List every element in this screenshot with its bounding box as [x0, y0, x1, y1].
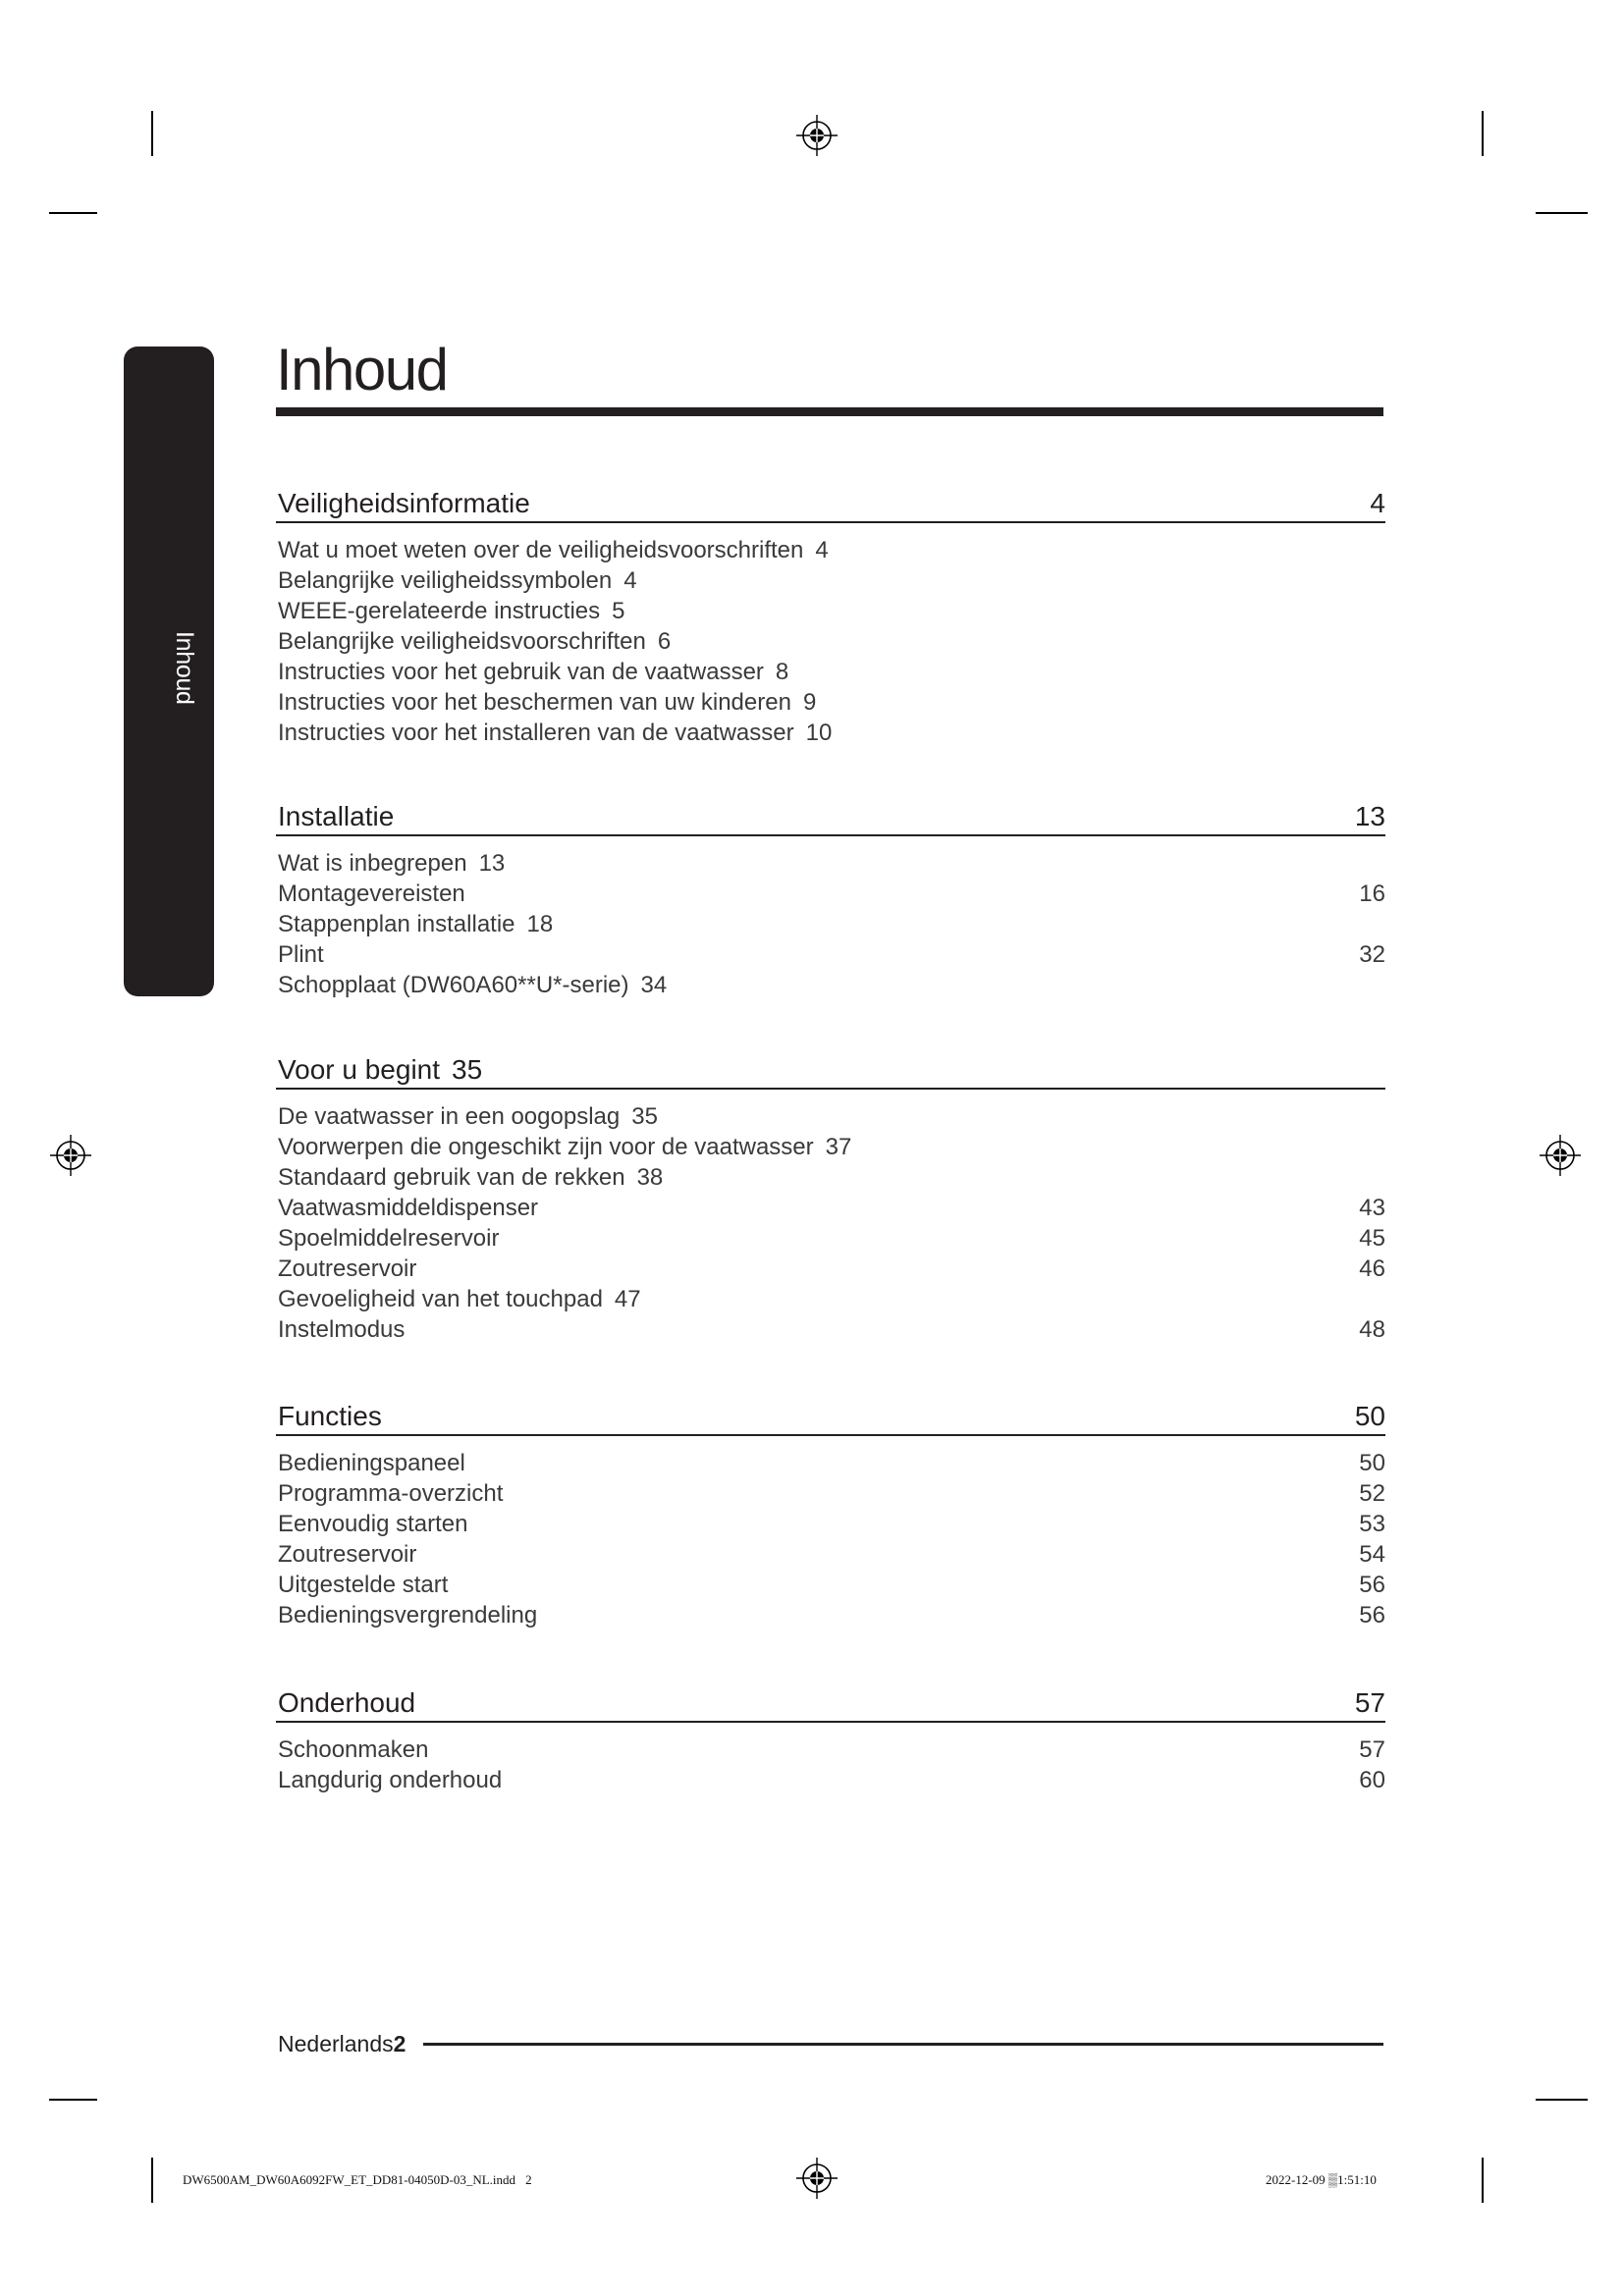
- toc-entry-label: Instelmodus: [278, 1316, 406, 1343]
- toc-entry-label: Zoutreservoir: [278, 1541, 417, 1568]
- toc-entry-page: 48: [1359, 1316, 1385, 1343]
- toc-entry: [276, 1132, 1385, 1162]
- toc-entry: [276, 1600, 1385, 1630]
- toc-entry: [276, 596, 1385, 626]
- toc-section-heading: [276, 1052, 1385, 1090]
- toc-entry-label: Belangrijke veiligheidsvoorschriften: [278, 628, 646, 655]
- toc-section-title: Installatie: [278, 801, 395, 831]
- toc-entry: [276, 1509, 1385, 1539]
- toc-entry: [276, 535, 1385, 565]
- crop-mark-bottom-left: [151, 2158, 153, 2203]
- toc-section-title: Voor u begint: [278, 1054, 441, 1085]
- toc-section-page: 13: [1354, 801, 1385, 831]
- page-title: Inhoud: [276, 337, 448, 402]
- toc-entry: [276, 1193, 1385, 1223]
- toc-entry-page: 38: [636, 1164, 664, 1191]
- toc-entry: [276, 1284, 1385, 1314]
- toc-entry-page: 37: [825, 1134, 852, 1160]
- crop-mark-bottom-right: [1482, 2158, 1484, 2203]
- toc-entry-page: 9: [802, 689, 817, 716]
- title-rule: [276, 407, 1383, 416]
- crop-mark-top-left: [151, 111, 153, 156]
- toc-entry-page: 46: [1359, 1255, 1385, 1282]
- toc-entry: [276, 1101, 1385, 1132]
- toc-entry-label: Wat u moet weten over de veiligheidsvoorschriften: [278, 537, 804, 563]
- toc-section-title: Functies: [278, 1401, 382, 1431]
- toc-entry-page: 6: [657, 628, 672, 655]
- toc-section-heading: [276, 799, 1385, 836]
- toc-entry: [276, 1478, 1385, 1509]
- toc-entry: [276, 687, 1385, 718]
- slug-page: 2: [525, 2172, 532, 2187]
- page-footer: [278, 2029, 1383, 2058]
- crop-mark-top-right-horizontal: [1536, 212, 1588, 214]
- toc-entry-page: 10: [805, 720, 833, 746]
- toc-entry: [276, 626, 1385, 657]
- toc-entry-page: 56: [1359, 1602, 1385, 1629]
- footer-page-number: 2: [393, 2031, 406, 2056]
- toc-entry-page: 16: [1359, 881, 1385, 907]
- toc-entry-label: Standaard gebruik van de rekken: [278, 1164, 625, 1191]
- registration-mark-icon: [795, 2157, 839, 2200]
- toc-entry-page: 5: [612, 598, 625, 624]
- toc-section-title: Onderhoud: [278, 1687, 416, 1718]
- toc-entry-page: 43: [1359, 1195, 1385, 1221]
- toc-entry-label: Bedieningspaneel: [278, 1450, 465, 1476]
- toc-entry-label: Programma-overzicht: [278, 1480, 504, 1507]
- toc-entry-label: De vaatwasser in een oogopslag: [278, 1103, 621, 1130]
- footer-language: Nederlands: [278, 2031, 394, 2056]
- toc-entry-label: Plint: [278, 941, 324, 968]
- toc-entry-page: 4: [623, 567, 637, 594]
- toc-section: [276, 799, 1385, 1000]
- toc-section-page: 4: [1370, 488, 1385, 518]
- toc-entry: [276, 565, 1385, 596]
- toc-entry-label: Instructies voor het gebruik van de vaatwasser: [278, 659, 764, 685]
- toc-entry: [276, 1539, 1385, 1570]
- slug-filename: DW6500AM_DW60A6092FW_ET_DD81-04050D-03_NL.indd: [183, 2172, 516, 2187]
- toc-entry-page: 35: [631, 1103, 658, 1130]
- toc-entry-page: 60: [1359, 1767, 1385, 1793]
- toc-section: [276, 1685, 1385, 1795]
- toc-entry: [276, 1448, 1385, 1478]
- toc-entry-label: Voorwerpen die ongeschikt zijn voor de vaatwasser: [278, 1134, 814, 1160]
- toc-entry-label: Eenvoudig starten: [278, 1511, 468, 1537]
- toc-entry-label: Gevoeligheid van het touchpad: [278, 1286, 603, 1312]
- toc-entry-list: [276, 1448, 1385, 1630]
- toc-section-page: 35: [452, 1054, 483, 1085]
- toc-section-title: Veiligheidsinformatie: [278, 488, 530, 518]
- toc-section-page: 57: [1354, 1687, 1385, 1718]
- footer-rule: [423, 2043, 1383, 2046]
- crop-mark-bottom-left-horizontal: [49, 2099, 97, 2101]
- toc-entry: [276, 848, 1385, 879]
- toc-section: [276, 1399, 1385, 1630]
- toc-entry-page: 52: [1359, 1480, 1385, 1507]
- toc-entry-page: 54: [1359, 1541, 1385, 1568]
- crop-mark-top-right: [1482, 111, 1484, 156]
- registration-mark-icon: [795, 114, 839, 157]
- toc-entry: [276, 1223, 1385, 1254]
- toc-entry-label: Belangrijke veiligheidssymbolen: [278, 567, 613, 594]
- toc-entry-page: 8: [775, 659, 789, 685]
- toc-entry-page: 34: [640, 972, 668, 998]
- side-tab-label: Inhoud: [171, 631, 198, 705]
- toc-entry-page: 56: [1359, 1572, 1385, 1598]
- toc-entry-label: Stappenplan installatie: [278, 911, 515, 937]
- toc-section-page: 50: [1354, 1401, 1385, 1431]
- toc-entry-label: Schopplaat (DW60A60**U*-serie): [278, 972, 629, 998]
- toc-entry-label: Montagevereisten: [278, 881, 465, 907]
- toc-entry-page: 18: [526, 911, 554, 937]
- toc-entry-label: Uitgestelde start: [278, 1572, 449, 1598]
- toc-entry: [276, 1570, 1385, 1600]
- toc-entry-label: WEEE-gerelateerde instructies: [278, 598, 601, 624]
- toc-entry: [276, 970, 1385, 1000]
- toc-entry-label: Instructies voor het beschermen van uw kinderen: [278, 689, 791, 716]
- toc-entry: [276, 657, 1385, 687]
- toc-entry-label: Spoelmiddelreservoir: [278, 1225, 500, 1252]
- toc-entry-label: Langdurig onderhoud: [278, 1767, 503, 1793]
- toc-entry-label: Instructies voor het installeren van de vaatwasser: [278, 720, 794, 746]
- toc-entry-label: Schoonmaken: [278, 1736, 429, 1763]
- toc-section: [276, 486, 1385, 748]
- toc-entry-label: Wat is inbegrepen: [278, 850, 467, 877]
- side-tab: [124, 347, 214, 996]
- toc-entry-page: 13: [478, 850, 506, 877]
- toc-entry-list: [276, 848, 1385, 1000]
- toc-entry: [276, 1162, 1385, 1193]
- registration-mark-icon: [49, 1134, 92, 1177]
- registration-mark-icon: [1539, 1134, 1582, 1177]
- toc-entry: [276, 1254, 1385, 1284]
- toc-entry: [276, 718, 1385, 748]
- slug-timestamp: 2022-12-09 ▒1:51:10: [1266, 2172, 1377, 2187]
- print-slug-timestamp: [1266, 2172, 1377, 2188]
- toc-entry-page: 50: [1359, 1450, 1385, 1476]
- toc-entry-label: Zoutreservoir: [278, 1255, 417, 1282]
- toc-section-heading: [276, 486, 1385, 523]
- toc-entry: [276, 1735, 1385, 1765]
- toc-entry-page: 4: [815, 537, 829, 563]
- toc-entry-page: 45: [1359, 1225, 1385, 1252]
- toc-entry: [276, 939, 1385, 970]
- crop-mark-bottom-right-horizontal: [1536, 2099, 1588, 2101]
- toc-section-heading: [276, 1685, 1385, 1723]
- toc-entry-page: 53: [1359, 1511, 1385, 1537]
- toc-entry-label: Vaatwasmiddeldispenser: [278, 1195, 539, 1221]
- crop-mark-top-left-horizontal: [49, 212, 97, 214]
- toc-entry: [276, 1314, 1385, 1345]
- toc-entry: [276, 1765, 1385, 1795]
- toc-entry-page: 47: [614, 1286, 641, 1312]
- toc-entry-label: Bedieningsvergrendeling: [278, 1602, 538, 1629]
- toc-entry-page: 32: [1359, 941, 1385, 968]
- toc-entry: [276, 909, 1385, 939]
- toc-entry: [276, 879, 1385, 909]
- toc-entry-list: [276, 1101, 1385, 1345]
- toc-entry-list: [276, 1735, 1385, 1795]
- toc-entry-page: 57: [1359, 1736, 1385, 1763]
- toc-section-heading: [276, 1399, 1385, 1436]
- toc-entry-list: [276, 535, 1385, 748]
- print-slug-file: [183, 2172, 532, 2188]
- toc-section: [276, 1052, 1385, 1345]
